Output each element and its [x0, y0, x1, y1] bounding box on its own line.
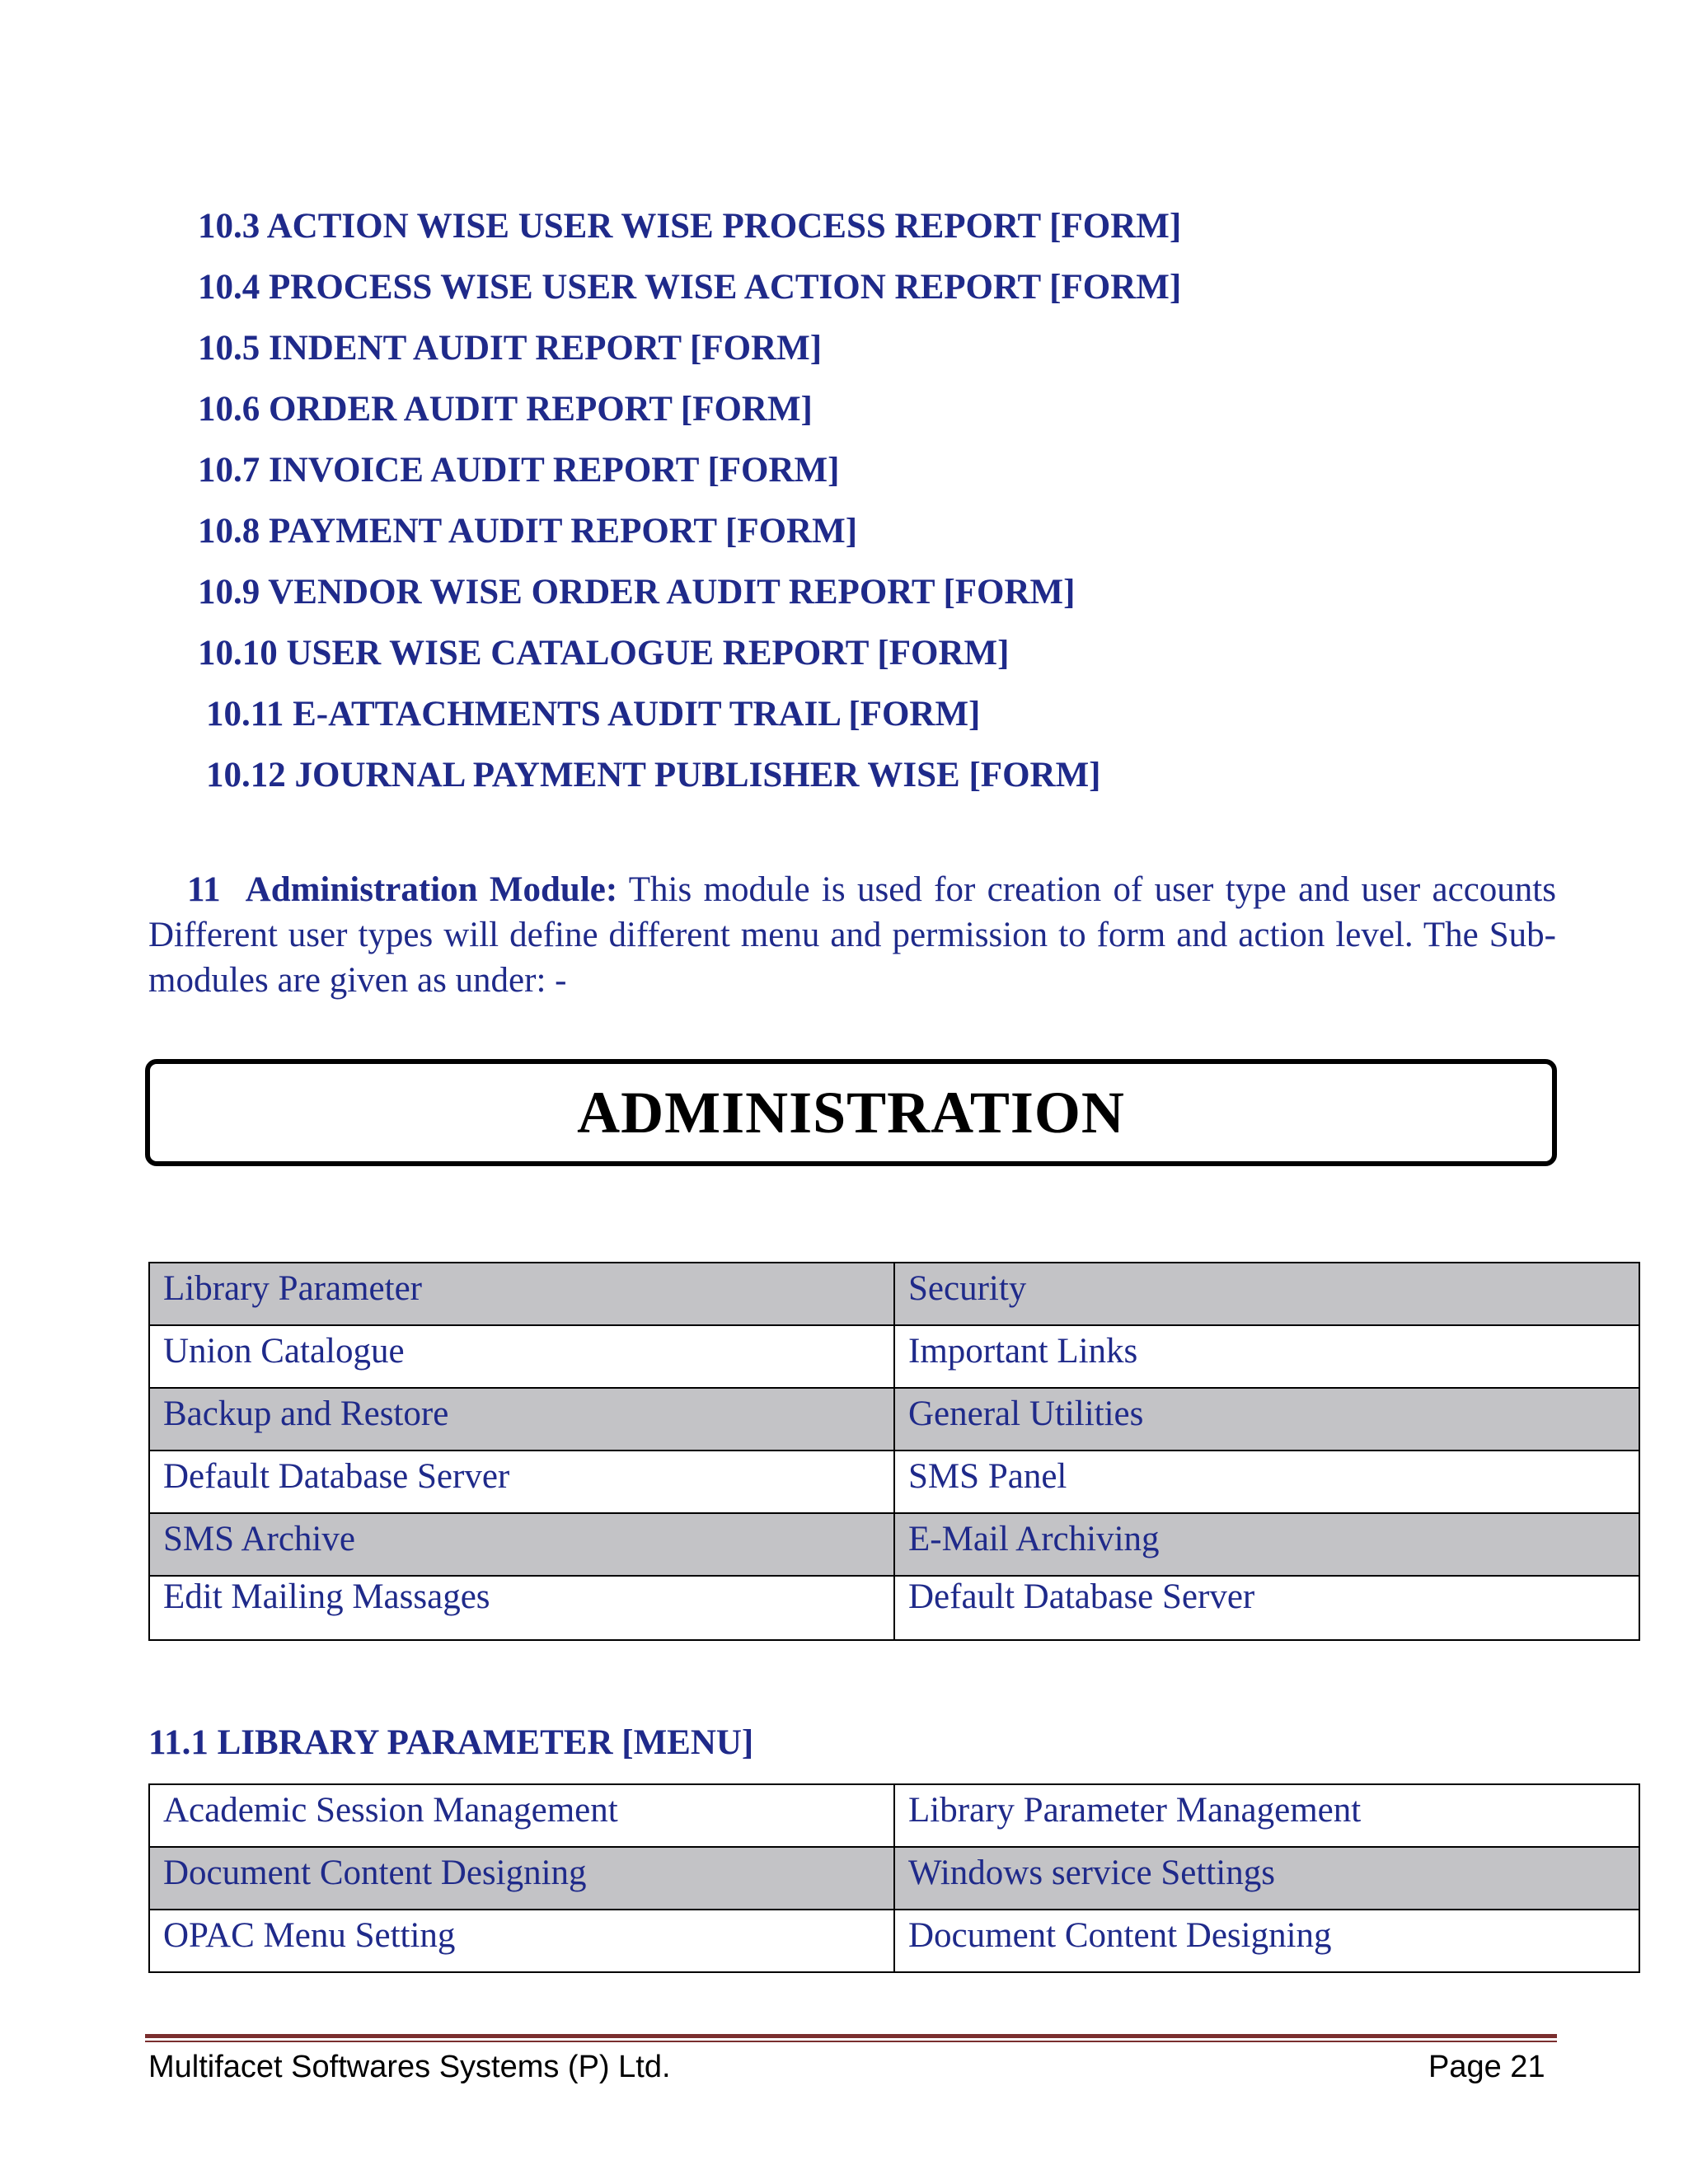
banner-title: ADMINISTRATION: [577, 1079, 1125, 1146]
footer-divider: [145, 2034, 1557, 2042]
table-row: [149, 1263, 1639, 1325]
module-label: Administration Module:: [245, 870, 618, 909]
table-row: [149, 1513, 1639, 1576]
table-cell: Windows service Settings: [894, 1847, 1639, 1910]
table-row: [149, 1325, 1639, 1388]
table-cell: General Utilities: [894, 1388, 1639, 1451]
page-number: Page 21: [1428, 2050, 1545, 2084]
heading-10-4: 10.4 PROCESS WISE USER WISE ACTION REPORT [FORM]: [198, 268, 1182, 307]
table-cell: OPAC Menu Setting: [149, 1910, 894, 1972]
library-parameter-table: [148, 1783, 1640, 1973]
module-description: This module is used for creation of user type and user accounts Different user types will define different menu and permission to form and action level. The Sub-modules are given as under: -: [148, 870, 1556, 1000]
heading-10-6: 10.6 ORDER AUDIT REPORT [FORM]: [198, 390, 813, 429]
library-parameter-heading: 11.1 LIBRARY PARAMETER [MENU]: [148, 1723, 754, 1762]
table-cell: SMS Panel: [894, 1451, 1639, 1513]
table-cell: Edit Mailing Massages: [149, 1576, 894, 1640]
table-cell: Backup and Restore: [149, 1388, 894, 1451]
table-cell: Library Parameter: [149, 1263, 894, 1325]
section-number: 11: [187, 870, 221, 909]
heading-10-8: 10.8 PAYMENT AUDIT REPORT [FORM]: [198, 512, 858, 551]
heading-10-5: 10.5 INDENT AUDIT REPORT [FORM]: [198, 329, 823, 368]
table-row: [149, 1451, 1639, 1513]
heading-10-9: 10.9 VENDOR WISE ORDER AUDIT REPORT [FORM]: [198, 573, 1076, 612]
table-row: [149, 1388, 1639, 1451]
table-cell: Default Database Server: [149, 1451, 894, 1513]
table-row: [149, 1576, 1639, 1640]
report-heading-list: [198, 196, 1599, 806]
table-cell: Default Database Server: [894, 1576, 1639, 1640]
footer-company: Multifacet Softwares Systems (P) Ltd.: [148, 2050, 671, 2084]
admin-submodules-table: [148, 1262, 1640, 1641]
heading-10-10: 10.10 USER WISE CATALOGUE REPORT [FORM]: [198, 634, 1010, 673]
heading-10-7: 10.7 INVOICE AUDIT REPORT [FORM]: [198, 451, 840, 490]
heading-10-11: 10.11 E-ATTACHMENTS AUDIT TRAIL [FORM]: [206, 695, 981, 733]
table-cell: Library Parameter Management: [894, 1784, 1639, 1847]
table-cell: Document Content Designing: [894, 1910, 1639, 1972]
table-row: [149, 1847, 1639, 1910]
table-cell: Security: [894, 1263, 1639, 1325]
table-row: [149, 1910, 1639, 1972]
table-cell: Union Catalogue: [149, 1325, 894, 1388]
table-cell: E-Mail Archiving: [894, 1513, 1639, 1576]
module-intro-paragraph: [148, 867, 1556, 1003]
table-cell: Academic Session Management: [149, 1784, 894, 1847]
heading-10-12: 10.12 JOURNAL PAYMENT PUBLISHER WISE [FORM]: [206, 756, 1101, 794]
heading-10-3: 10.3 ACTION WISE USER WISE PROCESS REPORT [FORM]: [198, 207, 1182, 246]
table-cell: Important Links: [894, 1325, 1639, 1388]
table-row: [149, 1784, 1639, 1847]
table-cell: SMS Archive: [149, 1513, 894, 1576]
table-cell: Document Content Designing: [149, 1847, 894, 1910]
administration-banner: [145, 1059, 1557, 1166]
